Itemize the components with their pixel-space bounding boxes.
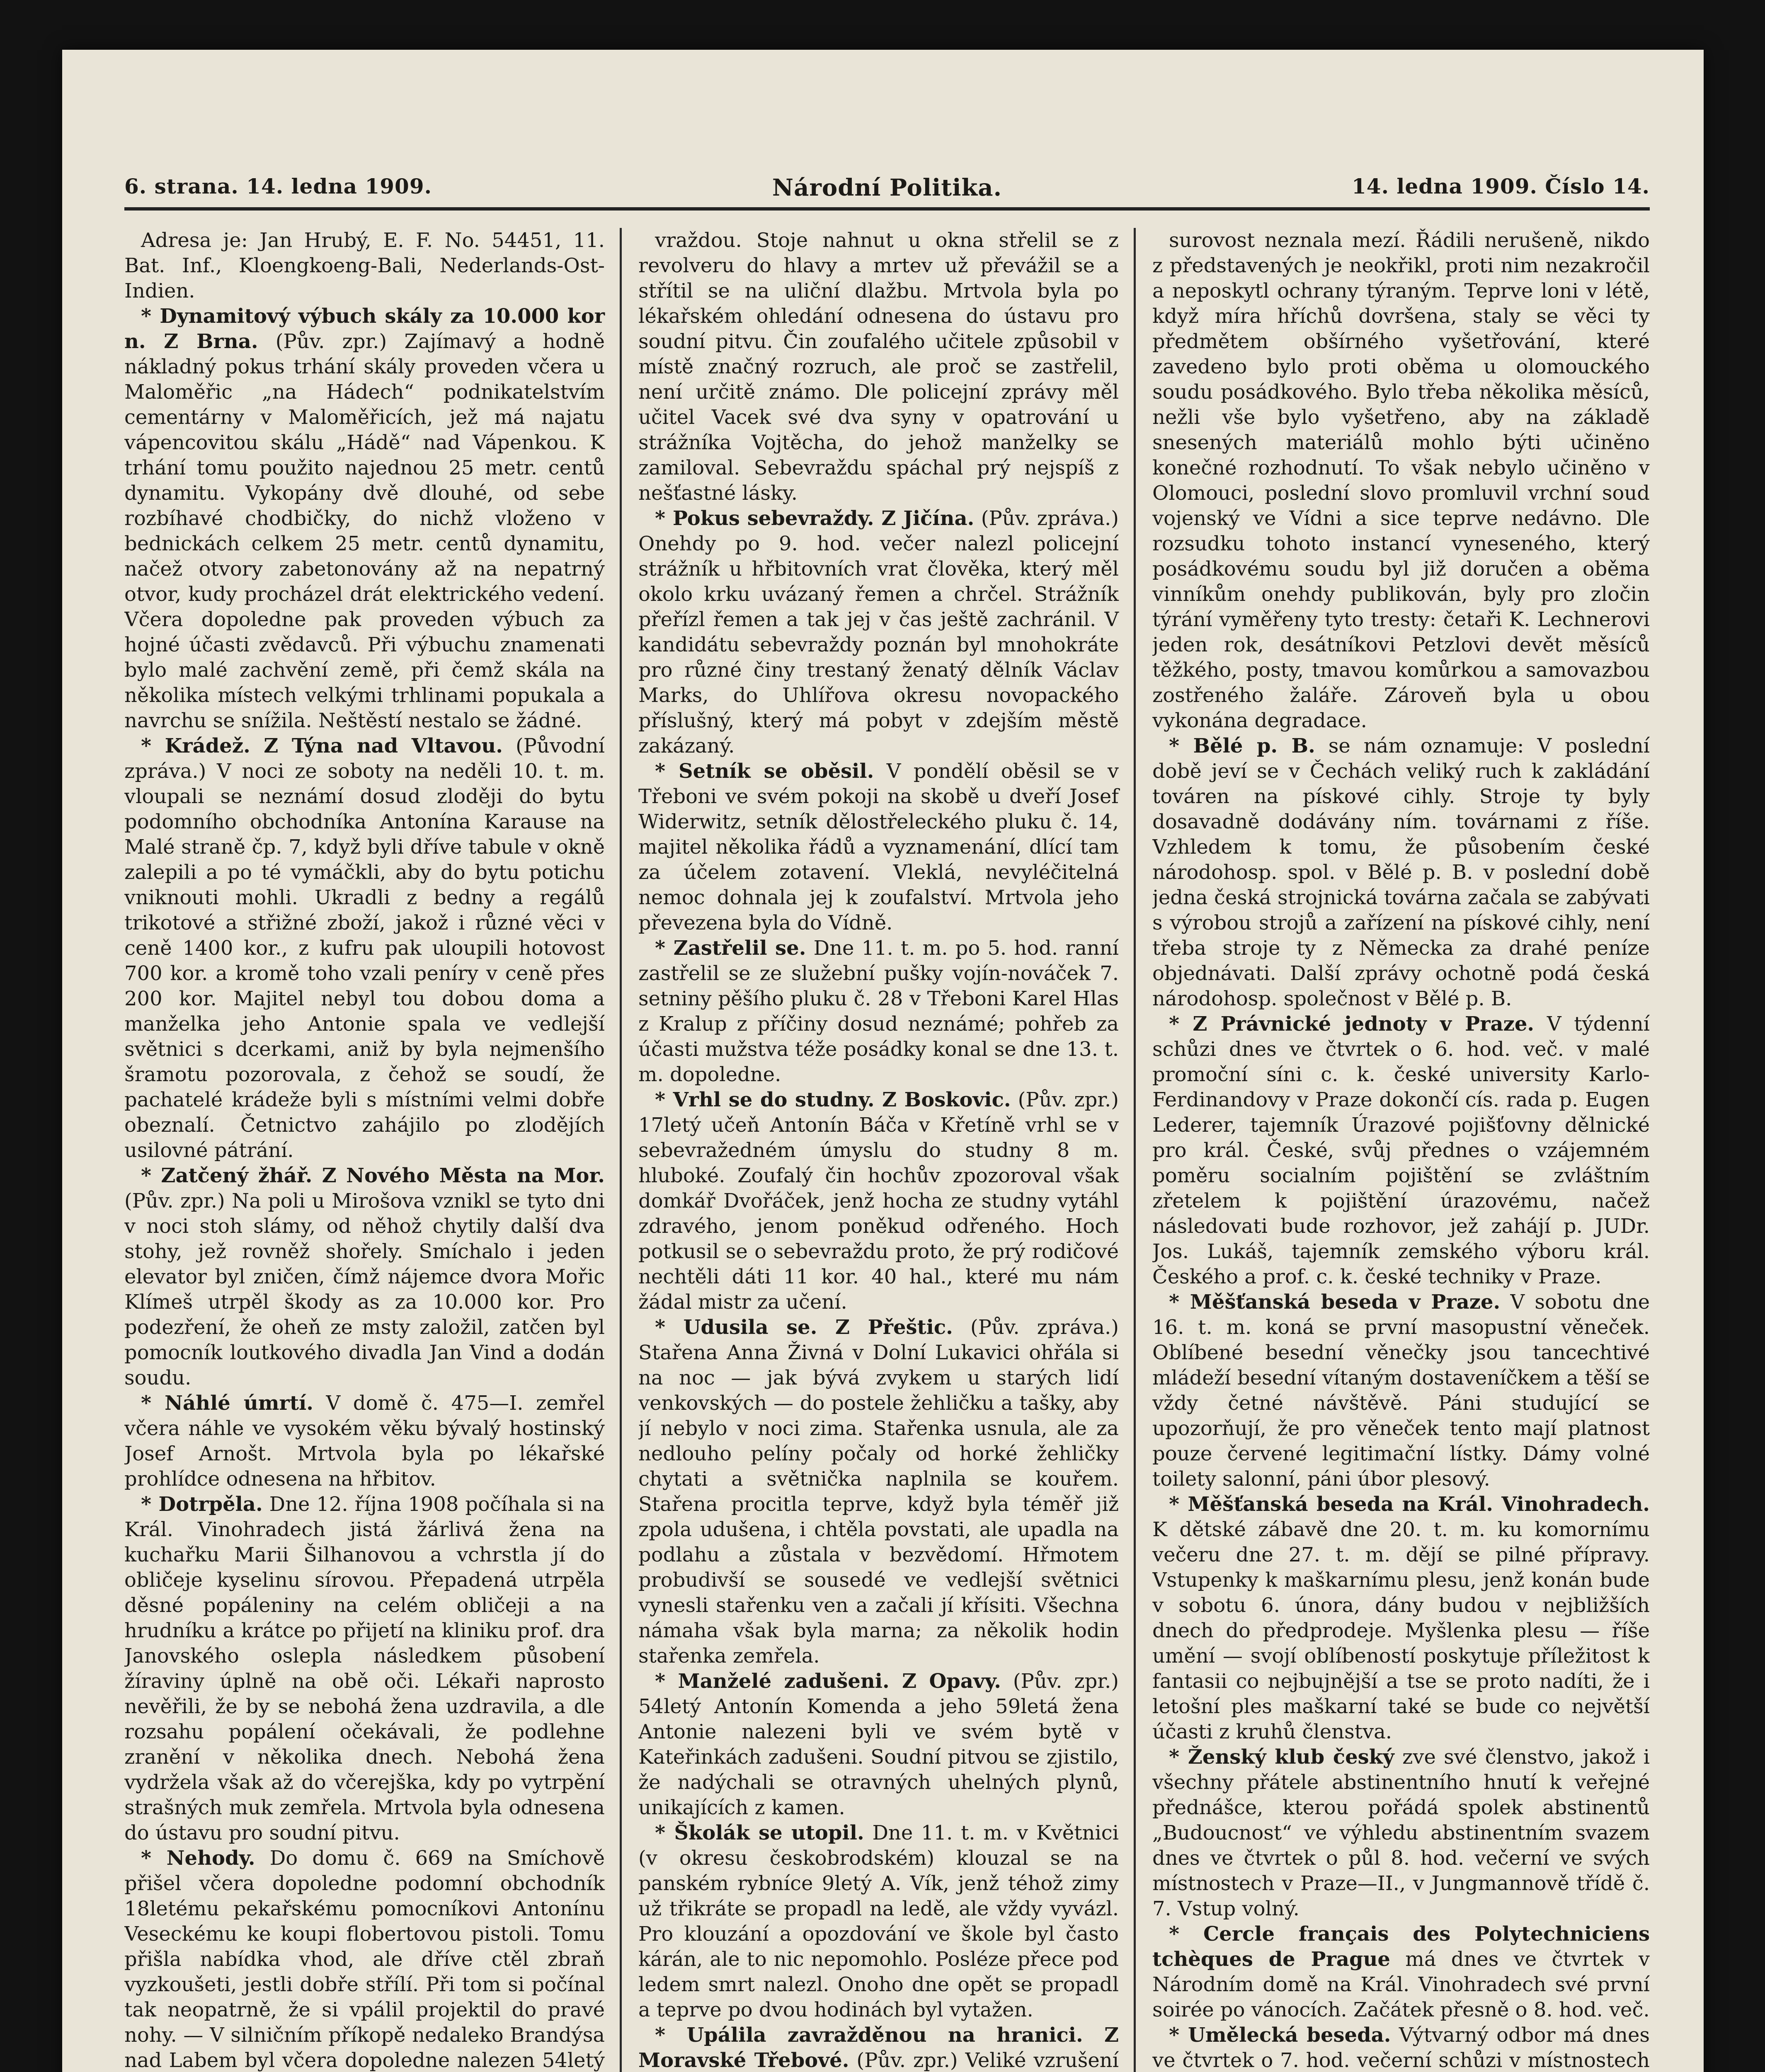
article-body: V týdenní schůzi dnes ve čtvrtek o 6. hod. več. v malé promoční síni c. k. české university Karlo-Ferdinandovy v Praze dokončí cís. rada p. Eugen Lederer, tajemník Úrazové pojišťovny dělnické pro král. České, svůj přednes o vzájemném poměru socialním pojištění se zvláštním zřetelem k pojištění úrazovému, načež následovati bude rozhovor, jež zahájí p. JUDr. Jos. Lukáš, tajemník zemského výboru král. Českého a prof. c. k. české techniky v Praze.	[1152, 1012, 1650, 1288]
article-heading: * Měšťanská beseda na Král. Vinohradech.	[1169, 1493, 1650, 1516]
column-3	[1152, 228, 1650, 2072]
article	[124, 1846, 605, 2072]
article-body: (Pův. zpr.) 54letý Antonín Komenda a jeho 59letá žena Antonie nalezeni byli ve svém bytě v Kateřinkách zadušeni. Soudní pitvou se zjistilo, že nadýchali se otravných uhelných plynů, unikajících z kamen.	[638, 1670, 1119, 1819]
article-body: Adresa je: Jan Hrubý, E. F. No. 54451, 11. Bat. Inf., Kloengkoeng-Bali, Nederlands-Ost-Indien.	[124, 229, 605, 303]
column-1	[124, 228, 622, 2072]
article	[1152, 228, 1650, 733]
article	[1152, 1290, 1650, 1492]
article	[638, 1087, 1119, 1315]
article-body: K dětské zábavě dne 20. t. m. ku komornímu večeru dne 27. t. m. dějí se pilné přípravy. Vstupenky k maškarnímu plesu, jenž konán bude v sobotu 6. února, dány budou v nejbližších dnech do předprodeje. Myšlenka plesu — říše umění — svojí oblíbeností poskytuje příležitost k fantasii co nejbujnější a tse se proto nadíti, že i letošní ples maškarní také se bude co největší účasti z kruhů členstva.	[1152, 1518, 1650, 1743]
article-heading: * Setník se oběsil.	[655, 760, 874, 783]
article-body: Do domu č. 669 na Smíchově přišel včera dopoledne podomní obchodník 18letému pekařskému pomocníkovi Antonínu Veseckému ke koupi flobertovou pistoli. Tomu přišla nabídka vhod, ale dříve ctěl zbraň vyzkoušeti, jestli dobře střílí. Při tom si počínal tak neopatrně, že si vpálil projektil do pravé nohy. — V silničním příkopě nedaleko Brandýsa nad Labem byl včera dopoledne nalezen 54letý	[124, 1847, 605, 2072]
article-heading: * Měšťanská beseda v Praze.	[1169, 1290, 1501, 1314]
article-columns	[124, 228, 1650, 2072]
article-body: (Původní zpráva.) V noci ze soboty na neděli 10. t. m. vloupali se neznámí dosud zloději do bytu podomního obchodníka Antonína Karause na Malé straně čp. 7, když byli dříve tabule v okně zalepili a po té vymáčkli, aby do bytu potichu vniknouti mohli. Ukradli z bedny a regálů trikotové a střižné zboží, jakož i různé věci v ceně 1400 kor., z kufru pak uloupili hotovost 700 kor. a kromě toho vzali peníry v ceně přes 200 kor. Majitel nebyl tou dobou doma a manželka jeho Antonie spala ve vedlejší světnici s dcerkami, aniž by byla nejmenšího šramotu pozorovala, z čehož se soudí, že pachatelé krádeže byli s místními velmi dobře obeznalí. Četnictvo zahájilo po zlodějích usilovné pátrání.	[124, 734, 605, 1162]
article-heading: * Cercle français des Polytechniciens tchèques de Prague	[1152, 1922, 1650, 1971]
article	[638, 1315, 1119, 1669]
article	[638, 1820, 1119, 2023]
article-heading: * Zastřelil se.	[655, 937, 806, 960]
article-heading: * Pokus sebevraždy. Z Jičína.	[655, 507, 975, 530]
article-heading: * Dynamitový výbuch skály za 10.000 kor n. Z Brna.	[124, 305, 605, 353]
article	[124, 304, 605, 733]
article	[1152, 1922, 1650, 2023]
article	[638, 228, 1119, 506]
article	[124, 1391, 605, 1492]
article-heading: * Ženský klub český	[1169, 1745, 1394, 1769]
article-heading: * Náhlé úmrtí.	[141, 1392, 313, 1415]
article-body: (Pův. zpráva.) Onehdy po 9. hod. večer nalezl policejní strážník u hřbitovních vrat člověka, který měl okolo krku uvázaný řemen a chrčel. Strážník přeřízl řemen a tak jej v čas ještě zachránil. V kandidátu sebevraždy poznán byl mnohokráte pro různé činy trestaný ženatý dělník Václav Marks, do Uhlířova okresu novopackého příslušný, který má pobyt v zdejším městě zakázaný.	[638, 507, 1119, 758]
article	[124, 1163, 605, 1391]
article-heading: * Dotrpěla.	[141, 1493, 263, 1516]
article-body: zve své členstvo, jakož i všechny přátele abstinentního hnutí k veřejné přednášce, kterou pořádá spolek abstinentů „Budoucnost“ ve výhledu abstinentním svazem dnes ve čtvrtek o půl 8. hod. večerní ve svých místnostech v Praze—II., v Jungmannově třídě č. 7. Vstup volný.	[1152, 1745, 1650, 1920]
article	[124, 733, 605, 1163]
article-heading: * Školák se utopil.	[655, 1821, 864, 1844]
article-body: V pondělí oběsil se v Třeboni ve svém pokoji na skobě u dveří Josef Widerwitz, setník dělostřeleckého pluku č. 14, majitel několika řádů a vyznamenání, dlící tam za účelem zotavení. Vleklá, nevyléčitelná nemoc dohnala jej k zoufalství. Mrtvola jeho převezena byla do Vídně.	[638, 760, 1119, 934]
article-body: vraždou. Stoje nahnut u okna střelil se z revolveru do hlavy a mrtev už převážil se a střítil se na uliční dlažbu. Mrtvola byla po lékařském ohledání odnesena do ústavu pro soudní pitvu. Čin zoufalého učitele způsobil v místě značný rozruch, ale proč se zastřelil, není určitě známo. Dle policejní zprávy měl učitel Vacek své dva syny v opatrování u strážníka Vojtěcha, do jehož manželky se zamiloval. Sebevraždu spáchal prý nejspíš z nešťastné lásky.	[638, 229, 1119, 505]
article	[638, 936, 1119, 1087]
article-heading: * Zatčený žhář. Z Nového Města na Mor.	[141, 1164, 605, 1187]
header-date-issue: 14. ledna 1909. Číslo 14.	[1352, 174, 1650, 198]
article-body: V sobotu dne 16. t. m. koná se první masopustní věneček. Oblíbené besední věnečky jsou tancechtivé mládeží besední vítaným dostaveníčkem a těší se vždy četné návštěvě. Páni studující se upozorňují, že pro věneček tento mají platnost pouze červené legitimační lístky. Dámy volné toilety salonní, páni úbor plesový.	[1152, 1290, 1650, 1491]
masthead-title: Národní Politika.	[772, 174, 1002, 201]
article	[1152, 1492, 1650, 1745]
article	[638, 506, 1119, 759]
page-header	[124, 174, 1650, 211]
article	[638, 759, 1119, 936]
article-body: se nám oznamuje: V poslední době jeví se v Čechách veliký ruch k zakládání továren na pískové cihly. Stroje ty byly dosavadně dodávány ním. továrnami z říše. Vzhledem k tomu, že působením české národohosp. spol. v Bělé p. B. v poslední době jedna česká strojnická továrna začala se zabývati s výrobou strojů a zařízení na pískové cihly, není třeba stroje ty z Německa za drahé peníze objednávati. Další zprávy ochotně podá česká národohosp. společnost v Bělé p. B.	[1152, 734, 1650, 1010]
article-body: Dne 12. října 1908 počíhala si na Král. Vinohradech jistá žárlivá žena na kuchařku Marii Šilhanovou a vchrstla jí do obličeje kyselinu sírovou. Přepadená utrpěla děsné popáleniny na celém obličeji a na hrudníku a krátce po přijetí na kliniku prof. dra Janovského oslepla následkem působení žíraviny úplně na obě oči. Lékaři naprosto nevěřili, že by se nebohá žena uzdravila, a dle rozsahu popálení očekávali, že podlehne zranění v několika dnech. Nebohá žena vydržela však až do včerejška, kdy po vytrpění strašných muk zemřela. Mrtvola byla odnesena do ústavu pro soudní pitvu.	[124, 1493, 605, 1844]
article	[638, 1669, 1119, 1820]
article-body: má dnes ve čtvrtek v Národním domě na Král. Vinohradech své první soirée po vánocích. Začátek přesně o 8. hod. več.	[1152, 1948, 1650, 2021]
article-heading: * Manželé zadušeni. Z Opavy.	[655, 1670, 1001, 1693]
article-body: Dne 11. t. m. po 5. hod. ranní zastřelil se ze služební pušky vojín-nováček 7. setniny pěšího pluku č. 28 v Třeboni Karel Hlas z Kralup z příčiny dosud neznámé; pohřeb za účasti mužstva téže posádky konal se dne 13. t. m. dopoledne.	[638, 937, 1119, 1086]
article-heading: * Z Právnické jednoty v Praze.	[1169, 1012, 1535, 1036]
article	[1152, 733, 1650, 1012]
column-2	[638, 228, 1136, 2072]
article-heading: * Umělecká beseda.	[1169, 2024, 1391, 2047]
article-heading: * Krádež. Z Týna nad Vltavou.	[141, 734, 503, 758]
article-body: (Pův. zpr.) Na poli u Mirošova vznikl se tyto dni v noci stoh slámy, od něhož chytily další dva stohy, jež rovněž shořely. Smíchalo i jeden elevator byl zničen, čímž nájemce dvora Mořic Klímeš utrpěl škody as za 10.000 kor. Pro podezření, že oheň ze msty založil, zatčen byl pomocník loutkového divadla Jan Vind a dodán soudu.	[124, 1189, 605, 1389]
article	[1152, 1012, 1650, 1290]
article	[638, 2023, 1119, 2072]
article-body: (Pův. zpr.) 17letý učeň Antonín Báča v Křetíně vrhl se v sebevražedném úmyslu do studny 8 m. hluboké. Zoufalý čin hochův zpozoroval však domkář Dvořáček, jenž hocha ze studny vytáhl zdravého, jenom poněkud odřeného. Hoch potkusil se o sebevraždu proto, že prý rodičové nechtěli dáti 11 kor. 40 hal., které mu nám žádal mistr za učení.	[638, 1088, 1119, 1314]
article-body: Výtvarný odbor má dnes ve čtvrtek o 7. hod. večerní schůzi v místnostech	[1152, 2024, 1650, 2072]
article-heading: * Vrhl se do studny. Z Boskovic.	[655, 1088, 1011, 1111]
newspaper-page	[62, 50, 1704, 2072]
article-body: (Pův. zpr.) Veliké vzrušení	[856, 2049, 1119, 2072]
article-body: (Pův. zpr.) Zajímavý a hodně nákladný pokus trhání skály proveden včera u Maloměřic „na Hádech“ podnikatelstvím cementárny v Maloměřicích, jež má najatu vápencovitou skálu „Hádě“ nad Vápenkou. K trhání tomu použito najednou 25 metr. centů dynamitu. Vykopány dvě dlouhé, od sebe rozbíhavé chodbičky, do nichž vloženo v bednickách celkem 25 metr. centů dynamitu, načež otvory zabetonovány až na nepatrný otvor, kudy procházel drát elektrického vedení. Včera dopoledne pak proveden výbuch za hojné účasti zvědavců. Při výbuchu znamenati bylo malé zachvění země, při čemž skála na několika místech velkými trhlinami popukala a navrchu se snížila. Neštěstí nestalo se žádné.	[124, 330, 605, 732]
article-heading: * Bělé p. B.	[1169, 734, 1315, 758]
article-body: Dne 11. t. m. v Květnici (v okresu českobrodském) klouzal se na panském rybníce 9letý A. Vík, jenž téhož zimy už třikráte se propadl na ledě, ale vždy vyvázl. Pro klouzání a opozdování ve škole byl často kárán, ale to nic nepomohlo. Posléze přece pod ledem smrt nalezl. Onoho dne opět se propadl a teprve po dvou hodinách byl vytažen.	[638, 1821, 1119, 2021]
article	[1152, 1745, 1650, 1922]
article-body: (Pův. zpráva.) Stařena Anna Živná v Dolní Lukavici ohřála si na noc — jak bývá zvykem u starých lidí venkovských — do postele žehličku a tašky, aby jí nebylo v noci zima. Stařenka usnula, ale za nedlouho pelíny počaly od horké žehličky chytati a světnička naplnila se kouřem. Stařena procitla teprve, když byla téměř již zpola udušena, i chtěla povstati, ale upadla na podlahu a zůstala v bezvědomí. Hřmotem probudivší se sousedé ve vedlejší světnici vynesli stařenku ven a začali jí křísiti. Všechna námaha však byla marna; za několik hodin stařenka zemřela.	[638, 1316, 1119, 1668]
article	[1152, 2023, 1650, 2072]
article-heading: * Upálila zavražděnou na hranici. Z Moravské Třebové.	[638, 2024, 1119, 2072]
article-body: surovost neznala mezí. Řádili nerušeně, nikdo z představených je neokřikl, proti nim nezakročil a neposkytl ochrany týraným. Teprve loni v létě, když míra hříchů dovršena, staly se věci ty předmětem obšírného vyšetřování, které zavedeno bylo proti oběma u olomouckého soudu posádkového. Bylo třeba několika měsíců, nežli vše bylo vyšetřeno, aby na základě snesených materiálů mohlo býti učiněno konečné rozhodnutí. To však nebylo učiněno v Olomouci, poslední slovo promluvil vrchní soud vojenský ve Vídni a sice teprve nedávno. Dle rozsudku tohoto instancí vyneseného, který posádkovému soudu byl již doručen a oběma vinníkům onehdy publikován, byly pro zločin týrání vyměřeny tyto tresty: četaři K. Lechnerovi jeden rok, desátníkovi Petzlovi devět měsíců těžkého, posty, tmavou komůrkou a samovazbou zostřeného žaláře. Zároveň byla u obou vykonána degradace.	[1152, 229, 1650, 732]
article-body: V domě č. 475—I. zemřel včera náhle ve vysokém věku bývalý hostinský Josef Arnošt. Mrtvola byla po lékařské prohlídce odnesena na hřbitov.	[124, 1392, 605, 1491]
article	[124, 228, 605, 304]
article-heading: * Nehody.	[141, 1847, 255, 1870]
article-heading: * Udusila se. Z Přeštic.	[655, 1316, 953, 1339]
article	[124, 1492, 605, 1846]
header-date-page: 6. strana. 14. ledna 1909.	[124, 174, 432, 198]
